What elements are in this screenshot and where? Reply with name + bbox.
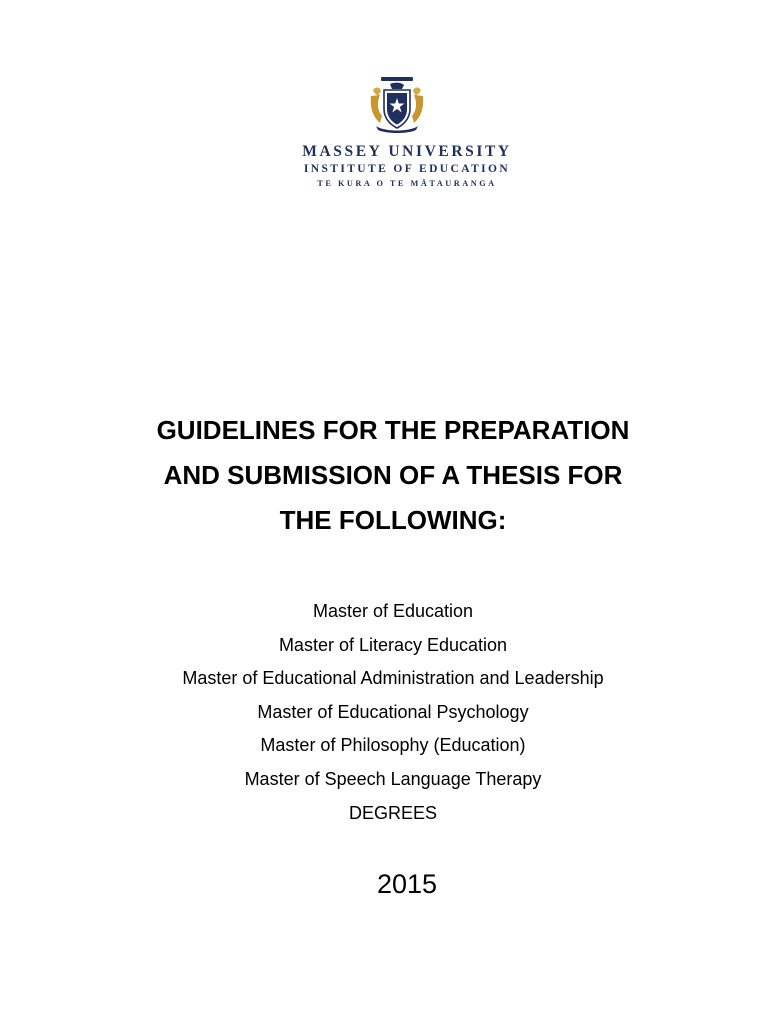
university-crest-logo [368, 76, 426, 134]
degree-item: Master of Education [312, 601, 474, 621]
title-line: GUIDELINES FOR THE PREPARATION [156, 415, 630, 445]
degrees-label: DEGREES [348, 802, 438, 823]
document-year: 2015 [376, 869, 438, 899]
university-crest-icon [368, 76, 426, 134]
document-title [8, 408, 770, 543]
institute-maori-name: TE KURA O TE MĀTAURANGA [317, 179, 497, 188]
degree-item: Master of Educational Psychology [257, 701, 529, 722]
degree-item: Master of Speech Language Therapy [244, 768, 542, 789]
degree-item: Master of Educational Administration and Leadership [182, 668, 604, 689]
degree-item: Master of Philosophy (Education) [260, 735, 526, 756]
institute-name: INSTITUTE OF EDUCATION [303, 163, 511, 175]
degree-list [8, 595, 770, 830]
university-name: MASSEY UNIVERSITY [302, 143, 512, 160]
degree-item: Master of Literacy Education [278, 634, 508, 655]
title-line: THE FOLLOWING: [279, 505, 507, 535]
title-line: AND SUBMISSION OF A THESIS FOR [163, 460, 623, 490]
